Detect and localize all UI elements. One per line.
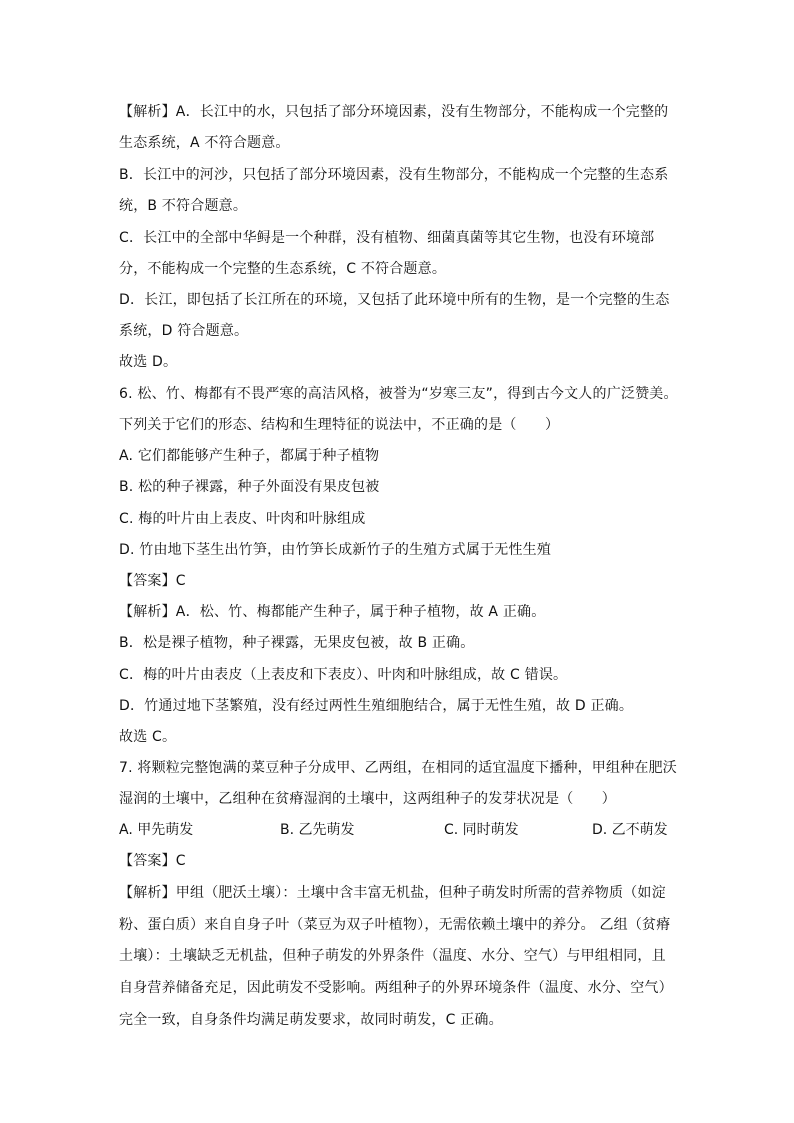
text-line: 完全一致，自身条件均满足萌发要求，故同时萌发，C 正确。 [119, 1012, 503, 1028]
question-6-stem: 6. 松、竹、梅都有不畏严寒的高洁风格，被誉为“岁寒三友”，得到古今文人的广泛赞美。 [119, 386, 678, 402]
question-6-option-b: B. 松的种子裸露，种子外面没有果皮包被 [119, 479, 380, 495]
text-line: 故选 D。 [119, 354, 178, 370]
text-line: C．梅的叶片由表皮（上表皮和下表皮）、叶肉和叶脉组成，故 C 错误。 [119, 667, 568, 683]
text-line: 生态系统，A 不符合题意。 [119, 135, 290, 151]
text-line: 土壤）：土壤缺乏无机盐，但种子萌发的外界条件（温度、水分、空气）与甲组相同，且 [119, 948, 666, 964]
question-7-option-a: A. 甲先萌发 [119, 822, 194, 838]
question-6-option-a: A. 它们都能够产生种子，都属于种子植物 [119, 448, 380, 464]
question-6-answer: 【答案】C [119, 573, 186, 589]
text-line: 分，不能构成一个完整的生态系统，C 不符合题意。 [119, 261, 447, 277]
text-line: 统，B 不符合题意。 [119, 198, 248, 214]
text-line: C．长江中的全部中华鲟是一个种群，没有植物、细菌真菌等其它生物，也没有环境部 [119, 230, 655, 246]
question-7-stem: 湿润的土壤中，乙组种在贫瘠湿润的土壤中，这两组种子的发芽状况是（ ） [119, 791, 616, 807]
question-7-options [119, 820, 679, 840]
question-7-option-d: D. 乙不萌发 [592, 822, 668, 838]
text-line: 【解析】甲组（肥沃土壤）：土壤中含丰富无机盐，但种子萌发时所需的营养物质（如淀 [119, 885, 666, 901]
text-line: 故选 C。 [119, 729, 177, 745]
text-line: 系统，D 符合题意。 [119, 323, 249, 339]
text-line: 粉、蛋白质）来自自身子叶（菜豆为双子叶植物），无需依赖土壤中的养分。 乙组（贫瘠 [119, 917, 671, 933]
question-7-stem: 7. 将颗粒完整饱满的菜豆种子分成甲、乙两组，在相同的适宜温度下播种，甲组种在肥沃 [119, 760, 678, 776]
question-6-stem: 下列关于它们的形态、结构和生理特征的说法中，不正确的是（ ） [119, 417, 560, 433]
text-line: 【解析】A．松、竹、梅都能产生种子，属于种子植物，故 A 正确。 [119, 604, 546, 620]
question-6-option-c: C. 梅的叶片由上表皮、叶肉和叶脉组成 [119, 511, 366, 527]
text-line: D．长江，即包括了长江所在的环境，又包括了此环境中所有的生物，是一个完整的生态 [119, 292, 670, 308]
question-7-option-c: C. 同时萌发 [444, 822, 519, 838]
question-7-option-b: B. 乙先萌发 [280, 822, 355, 838]
text-line: B．松是裸子植物，种子裸露，无果皮包被，故 B 正确。 [119, 635, 475, 651]
question-7-answer: 【答案】C [119, 853, 186, 869]
text-line: 自身营养储备充足，因此萌发不受影响。两组种子的外界环境条件（温度、水分、空气） [119, 980, 673, 996]
text-line: D．竹通过地下茎繁殖，没有经过两性生殖细胞结合，属于无性生殖，故 D 正确。 [119, 698, 634, 714]
text-line: 【解析】A．长江中的水，只包括了部分环境因素，没有生物部分，不能构成一个完整的 [119, 104, 669, 120]
question-6-option-d: D. 竹由地下茎生出竹笋，由竹笋长成新竹子的生殖方式属于无性生殖 [119, 542, 552, 558]
text-line: B．长江中的河沙，只包括了部分环境因素，没有生物部分，不能构成一个完整的生态系 [119, 167, 669, 183]
